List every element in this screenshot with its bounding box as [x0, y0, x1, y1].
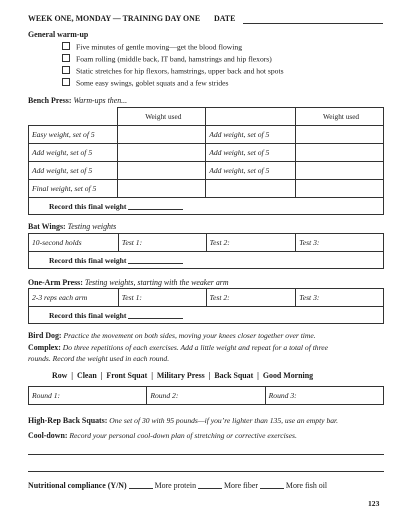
weight-cell[interactable] [296, 162, 384, 180]
weight-cell[interactable] [296, 126, 384, 144]
batwings-table [28, 233, 384, 269]
date-label: DATE [214, 14, 236, 23]
exercise-front-squat: Front Squat [106, 371, 148, 380]
exercise-row: Row [52, 371, 68, 380]
weight-cell[interactable] [118, 180, 206, 198]
fiber-field[interactable] [260, 481, 284, 489]
nutrition-label: Nutritional compliance (Y/N) [28, 481, 127, 490]
exercise-back-squat: Back Squat [214, 371, 254, 380]
cooldown-text: Cool-down: Record your personal cool-down plan of stretching or corrective exercises. [28, 431, 297, 440]
batwings-heading: Bat Wings: Testing weights [28, 222, 117, 231]
record-field[interactable] [128, 202, 183, 210]
record-label: Record this final weight [49, 310, 127, 320]
set-label: Add weight, set of 5 [29, 162, 118, 180]
checkbox-icon[interactable] [62, 42, 70, 50]
weight-cell[interactable] [118, 162, 206, 180]
record-field[interactable] [128, 256, 183, 264]
set-label: Final weight, set of 5 [29, 180, 118, 198]
table-row [29, 126, 384, 144]
highrep-text: High-Rep Back Squats: One set of 30 with 95 pounds—if you’re lighter than 135, use an empty bar. [28, 416, 339, 425]
test-cell[interactable]: Test 1: [118, 234, 206, 252]
nutrition-item: More fish oil [285, 481, 328, 490]
warmup-item: Foam rolling (middle back, IT band, hamstrings and hip flexors) [62, 54, 272, 64]
cooldown-line[interactable] [28, 454, 384, 455]
table-row [29, 144, 384, 162]
col-header: Weight used [118, 108, 206, 126]
page-title: WEEK ONE, MONDAY — TRAINING DAY ONE [28, 14, 201, 23]
exercise-clean: Clean [77, 371, 97, 380]
record-row [29, 307, 384, 324]
round-cell[interactable]: Round 1: [29, 387, 147, 405]
record-label: Record this final weight [49, 201, 127, 211]
table-row [29, 387, 384, 405]
record-row [29, 252, 384, 269]
bench-table [28, 107, 384, 215]
round-cell[interactable]: Round 3: [265, 387, 383, 405]
set-label: Easy weight, set of 5 [29, 126, 118, 144]
onearm-table [28, 288, 384, 324]
record-field[interactable] [128, 311, 183, 319]
weight-cell[interactable] [118, 126, 206, 144]
bench-heading: Bench Press: Warm-ups then... [28, 96, 128, 105]
table-row [29, 234, 384, 252]
round-cell[interactable]: Round 2: [147, 387, 265, 405]
nutrition-line [28, 481, 327, 490]
set-label: Add weight, set of 5 [29, 144, 118, 162]
protein-field[interactable] [198, 481, 222, 489]
onearm-heading: One-Arm Press: Testing weights, starting with the weaker arm [28, 278, 229, 287]
nutrition-item: More fiber [223, 481, 258, 490]
checkbox-icon[interactable] [62, 54, 70, 62]
checkbox-icon[interactable] [62, 78, 70, 86]
test-cell[interactable]: Test 3: [296, 234, 384, 252]
col-header: Weight used [296, 108, 384, 126]
cooldown-line[interactable] [28, 471, 384, 472]
record-row [29, 198, 384, 215]
warmup-item: Some easy swings, goblet squats and a few strides [62, 78, 228, 88]
table-row [29, 289, 384, 307]
set-label: Add weight, set of 5 [206, 126, 296, 144]
warmup-heading: General warm-up [28, 30, 89, 39]
set-label: Add weight, set of 5 [206, 162, 296, 180]
checkbox-icon[interactable] [62, 66, 70, 74]
rounds-table [28, 386, 384, 405]
table-row [29, 162, 384, 180]
warmup-item: Five minutes of gentle moving—get the blood flowing [62, 42, 242, 52]
weight-cell[interactable] [296, 180, 384, 198]
record-label: Record this final weight [49, 255, 127, 265]
complex-text-2: rounds. Record the weight used in each round. [28, 354, 170, 363]
weight-cell[interactable] [118, 144, 206, 162]
set-label: 2-3 reps each arm [29, 289, 119, 307]
test-cell[interactable]: Test 2: [206, 234, 296, 252]
compliance-field[interactable] [129, 481, 153, 489]
nutrition-item: More protein [154, 481, 197, 490]
test-cell[interactable]: Test 2: [206, 289, 296, 307]
complex-text: Complex: Do three repetitions of each exercises. Add a little weight and repeat for a total of three [28, 343, 329, 352]
test-cell[interactable]: Test 1: [118, 289, 206, 307]
warmup-item: Static stretches for hip flexors, hamstrings, upper back and hot spots [62, 66, 284, 76]
set-label: Add weight, set of 5 [206, 144, 296, 162]
date-field[interactable] [243, 23, 383, 24]
weight-cell[interactable] [296, 144, 384, 162]
exercise-military-press: Military Press [156, 371, 205, 380]
set-label [206, 180, 296, 198]
set-label: 10-second holds [29, 234, 119, 252]
page-number: 123 [368, 499, 380, 508]
birddog-text: Bird Dog: Practice the movement on both sides, moving your knees closer together over time. [28, 331, 316, 340]
table-row [29, 180, 384, 198]
exercise-good-morning: Good Morning [262, 371, 314, 380]
exercise-list: Row | Clean | Front Squat | Military Press | Back Squat | Good Morning [52, 371, 314, 380]
test-cell[interactable]: Test 3: [296, 289, 384, 307]
